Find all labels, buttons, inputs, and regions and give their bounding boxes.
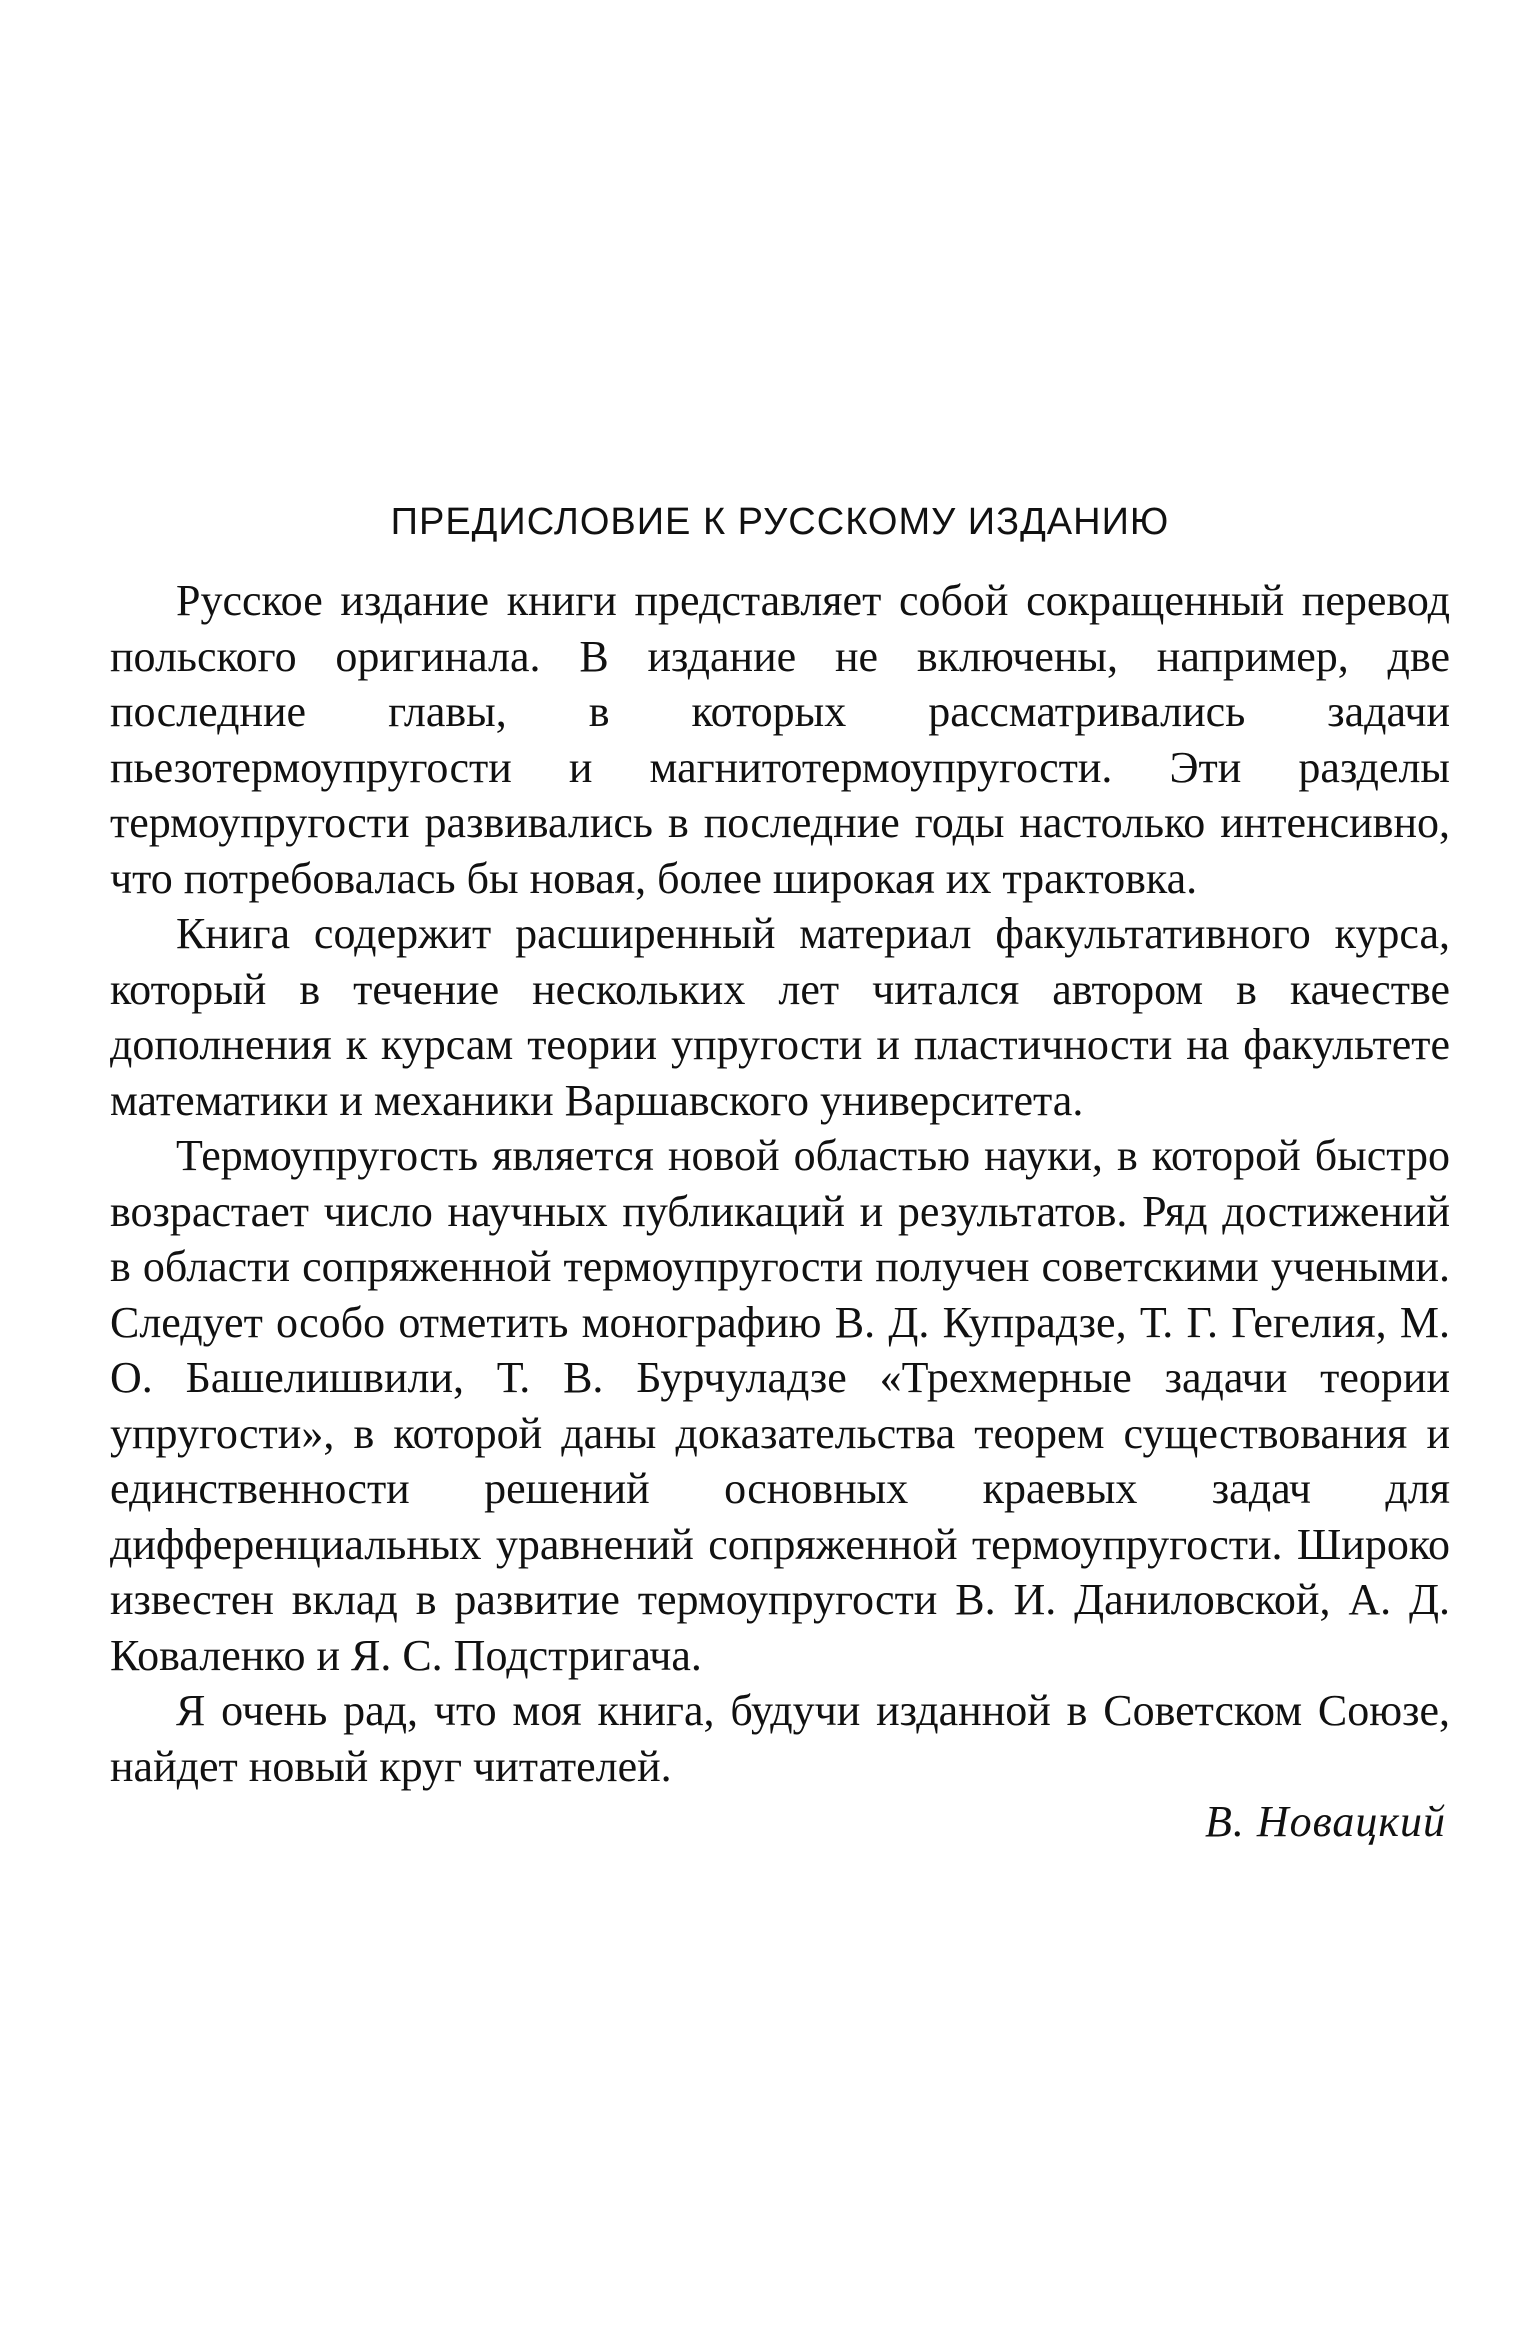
paragraph-1: Русское издание книги представляет собой сокращенный перевод польского оригинала. В издание не включены, например, две последние главы, в которых рассматривались задачи пьезотермоупругости и магнитотермоупругости. Эти разделы термоупругости развивались в последние годы настолько интенсивно, что потребовалась бы новая, более широкая их трактовка. <box>110 576 1450 903</box>
page <box>110 0 1450 2334</box>
preface-body <box>110 573 1450 1850</box>
paragraph-4: Я очень рад, что моя книга, будучи изданной в Советском Союзе, найдет новый круг читателей. <box>110 1686 1450 1791</box>
author-signature: В. Новацкий <box>1204 1797 1446 1846</box>
page-title: ПРЕДИСЛОВИЕ К РУССКОМУ ИЗДАНИЮ <box>390 501 1170 543</box>
paragraph-2: Книга содержит расширенный материал факультативного курса, который в течение нескольких лет читался автором в качестве дополнения к курсам теории упругости и пластичности на факультете математики и механики Варшавского университета. <box>110 909 1450 1125</box>
paragraph-3: Термоупругость является новой областью науки, в которой быстро возрастает число научных публикаций и результатов. Ряд достижений в области сопряженной термоупругости получен советскими учеными. Следует особо отметить монографию В. Д. Купрадзе, Т. Г. Гегелия, М. О. Башелишвили, Т. В. Бурчуладзе «Трехмерные задачи теории упругости», в которой даны доказательства теорем существования и единственности решений основных краевых задач для дифференциальных уравнений сопряженной термоупругости. Широко известен вклад в развитие термоупругости В. И. Даниловской, А. Д. Коваленко и Я. С. Подстригача. <box>110 1131 1450 1680</box>
